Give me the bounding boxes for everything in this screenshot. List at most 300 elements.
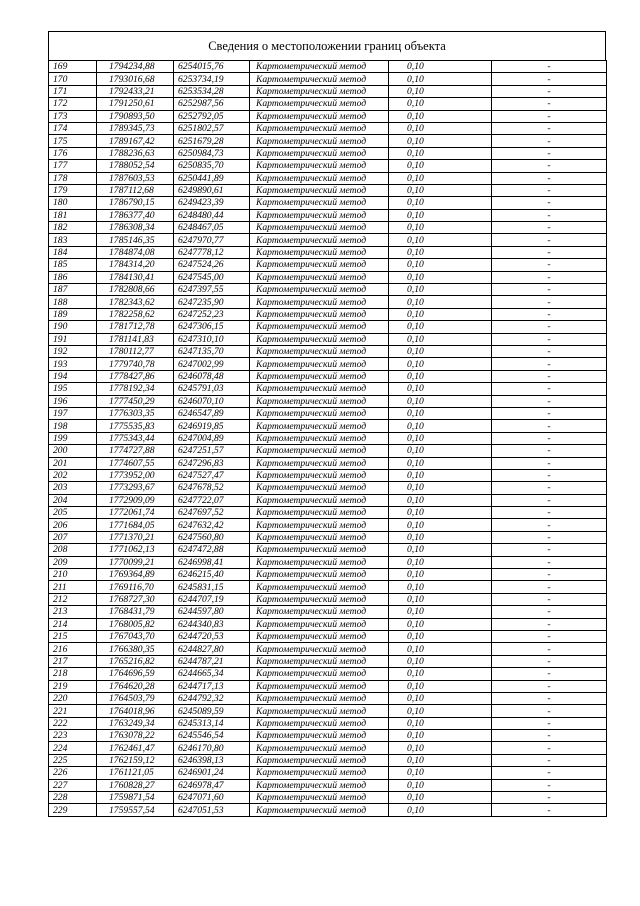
cell-coord-y: 6253734,19	[174, 73, 250, 85]
cell-method: Картометрический метод	[250, 308, 389, 320]
cell-point-number: 181	[49, 209, 97, 221]
cell-note: -	[492, 630, 607, 642]
table-row	[49, 271, 607, 283]
cell-coord-x: 1774727,88	[97, 445, 174, 457]
cell-method: Картометрический метод	[250, 259, 389, 271]
cell-point-number: 175	[49, 135, 97, 147]
cell-point-number: 196	[49, 395, 97, 407]
cell-method: Картометрический метод	[250, 209, 389, 221]
cell-method: Картометрический метод	[250, 222, 389, 234]
cell-precision: 0,10	[389, 85, 492, 97]
table-row	[49, 333, 607, 345]
cell-note: -	[492, 618, 607, 630]
cell-point-number: 202	[49, 469, 97, 481]
table-row	[49, 494, 607, 506]
cell-precision: 0,10	[389, 630, 492, 642]
cell-method: Картометрический метод	[250, 98, 389, 110]
cell-point-number: 209	[49, 556, 97, 568]
cell-note: -	[492, 296, 607, 308]
cell-coord-x: 1768005,82	[97, 618, 174, 630]
cell-method: Картометрический метод	[250, 197, 389, 209]
cell-coord-y: 6244787,21	[174, 655, 250, 667]
table-row	[49, 457, 607, 469]
cell-note: -	[492, 160, 607, 172]
cell-note: -	[492, 271, 607, 283]
table-row	[49, 284, 607, 296]
cell-point-number: 222	[49, 717, 97, 729]
table-row	[49, 630, 607, 642]
cell-precision: 0,10	[389, 717, 492, 729]
cell-method: Картометрический метод	[250, 742, 389, 754]
cell-note: -	[492, 122, 607, 134]
cell-coord-x: 1782808,66	[97, 284, 174, 296]
cell-precision: 0,10	[389, 370, 492, 382]
table-row	[49, 581, 607, 593]
cell-point-number: 211	[49, 581, 97, 593]
cell-coord-x: 1764696,59	[97, 668, 174, 680]
cell-coord-y: 6244340,83	[174, 618, 250, 630]
table-row	[49, 804, 607, 816]
table-row	[49, 445, 607, 457]
table-row	[49, 618, 607, 630]
cell-point-number: 229	[49, 804, 97, 816]
cell-coord-x: 1784874,08	[97, 246, 174, 258]
cell-coord-y: 6250835,70	[174, 160, 250, 172]
cell-coord-y: 6247527,47	[174, 469, 250, 481]
cell-coord-y: 6246070,10	[174, 395, 250, 407]
cell-point-number: 199	[49, 432, 97, 444]
cell-method: Картометрический метод	[250, 445, 389, 457]
cell-note: -	[492, 556, 607, 568]
cell-coord-x: 1759871,54	[97, 792, 174, 804]
cell-method: Картометрический метод	[250, 544, 389, 556]
cell-precision: 0,10	[389, 445, 492, 457]
cell-coord-y: 6247722,07	[174, 494, 250, 506]
cell-coord-x: 1772909,09	[97, 494, 174, 506]
cell-coord-x: 1791250,61	[97, 98, 174, 110]
cell-point-number: 179	[49, 184, 97, 196]
cell-precision: 0,10	[389, 767, 492, 779]
cell-method: Картометрический метод	[250, 469, 389, 481]
table-row	[49, 135, 607, 147]
table-row	[49, 321, 607, 333]
cell-point-number: 226	[49, 767, 97, 779]
cell-method: Картометрический метод	[250, 147, 389, 159]
cell-precision: 0,10	[389, 779, 492, 791]
cell-coord-y: 6246398,13	[174, 754, 250, 766]
cell-precision: 0,10	[389, 544, 492, 556]
cell-point-number: 227	[49, 779, 97, 791]
cell-precision: 0,10	[389, 531, 492, 543]
cell-note: -	[492, 482, 607, 494]
cell-precision: 0,10	[389, 135, 492, 147]
cell-precision: 0,10	[389, 184, 492, 196]
cell-point-number: 215	[49, 630, 97, 642]
table-row	[49, 544, 607, 556]
cell-precision: 0,10	[389, 234, 492, 246]
coordinates-table-body	[49, 61, 607, 817]
table-row	[49, 259, 607, 271]
cell-coord-y: 6244717,13	[174, 680, 250, 692]
cell-point-number: 217	[49, 655, 97, 667]
table-row	[49, 370, 607, 382]
cell-note: -	[492, 606, 607, 618]
cell-coord-y: 6250984,73	[174, 147, 250, 159]
cell-point-number: 197	[49, 407, 97, 419]
cell-coord-x: 1773293,67	[97, 482, 174, 494]
cell-note: -	[492, 197, 607, 209]
cell-precision: 0,10	[389, 581, 492, 593]
cell-note: -	[492, 692, 607, 704]
table-row	[49, 655, 607, 667]
cell-precision: 0,10	[389, 742, 492, 754]
cell-method: Картометрический метод	[250, 643, 389, 655]
cell-method: Картометрический метод	[250, 804, 389, 816]
cell-note: -	[492, 209, 607, 221]
document-frame	[48, 31, 606, 817]
cell-coord-y: 6246078,48	[174, 370, 250, 382]
cell-note: -	[492, 370, 607, 382]
cell-coord-x: 1788052,54	[97, 160, 174, 172]
cell-coord-x: 1764018,96	[97, 705, 174, 717]
table-row	[49, 606, 607, 618]
cell-method: Картометрический метод	[250, 593, 389, 605]
cell-note: -	[492, 172, 607, 184]
cell-point-number: 214	[49, 618, 97, 630]
cell-coord-y: 6247545,00	[174, 271, 250, 283]
cell-coord-x: 1792433,21	[97, 85, 174, 97]
cell-coord-y: 6244707,19	[174, 593, 250, 605]
cell-coord-x: 1775343,44	[97, 432, 174, 444]
cell-point-number: 190	[49, 321, 97, 333]
cell-coord-x: 1794234,88	[97, 61, 174, 73]
cell-coord-y: 6252792,05	[174, 110, 250, 122]
cell-coord-y: 6244827,80	[174, 643, 250, 655]
cell-coord-x: 1764620,28	[97, 680, 174, 692]
cell-precision: 0,10	[389, 345, 492, 357]
cell-point-number: 193	[49, 358, 97, 370]
table-row	[49, 209, 607, 221]
cell-note: -	[492, 432, 607, 444]
cell-method: Картометрический метод	[250, 85, 389, 97]
table-row	[49, 420, 607, 432]
cell-note: -	[492, 85, 607, 97]
cell-coord-x: 1771684,05	[97, 519, 174, 531]
cell-precision: 0,10	[389, 73, 492, 85]
cell-coord-y: 6247472,88	[174, 544, 250, 556]
cell-method: Картометрический метод	[250, 61, 389, 73]
cell-coord-x: 1782343,62	[97, 296, 174, 308]
cell-point-number: 169	[49, 61, 97, 73]
cell-coord-y: 6247051,53	[174, 804, 250, 816]
cell-note: -	[492, 98, 607, 110]
table-row	[49, 296, 607, 308]
cell-precision: 0,10	[389, 271, 492, 283]
cell-note: -	[492, 383, 607, 395]
cell-coord-y: 6250441,89	[174, 172, 250, 184]
cell-note: -	[492, 531, 607, 543]
table-row	[49, 692, 607, 704]
cell-coord-x: 1774607,55	[97, 457, 174, 469]
table-row	[49, 767, 607, 779]
cell-method: Картометрический метод	[250, 160, 389, 172]
cell-coord-x: 1793016,68	[97, 73, 174, 85]
cell-method: Картометрический метод	[250, 531, 389, 543]
cell-note: -	[492, 234, 607, 246]
cell-method: Картометрический метод	[250, 717, 389, 729]
cell-coord-x: 1766380,35	[97, 643, 174, 655]
table-row	[49, 98, 607, 110]
cell-coord-x: 1769364,89	[97, 569, 174, 581]
cell-precision: 0,10	[389, 618, 492, 630]
cell-coord-y: 6247560,80	[174, 531, 250, 543]
cell-precision: 0,10	[389, 569, 492, 581]
cell-note: -	[492, 730, 607, 742]
table-row	[49, 395, 607, 407]
cell-precision: 0,10	[389, 197, 492, 209]
cell-point-number: 219	[49, 680, 97, 692]
table-row	[49, 383, 607, 395]
cell-note: -	[492, 668, 607, 680]
cell-note: -	[492, 655, 607, 667]
cell-precision: 0,10	[389, 383, 492, 395]
cell-point-number: 221	[49, 705, 97, 717]
table-row	[49, 792, 607, 804]
cell-precision: 0,10	[389, 98, 492, 110]
cell-method: Картометрический метод	[250, 606, 389, 618]
cell-method: Картометрический метод	[250, 494, 389, 506]
cell-point-number: 206	[49, 519, 97, 531]
cell-coord-x: 1763078,22	[97, 730, 174, 742]
table-row	[49, 246, 607, 258]
cell-precision: 0,10	[389, 321, 492, 333]
cell-precision: 0,10	[389, 209, 492, 221]
cell-coord-x: 1773952,00	[97, 469, 174, 481]
cell-coord-y: 6247697,52	[174, 507, 250, 519]
cell-precision: 0,10	[389, 160, 492, 172]
table-row	[49, 85, 607, 97]
cell-point-number: 198	[49, 420, 97, 432]
cell-method: Картометрический метод	[250, 705, 389, 717]
cell-point-number: 186	[49, 271, 97, 283]
cell-point-number: 170	[49, 73, 97, 85]
cell-point-number: 178	[49, 172, 97, 184]
cell-method: Картометрический метод	[250, 321, 389, 333]
cell-coord-x: 1784314,20	[97, 259, 174, 271]
cell-note: -	[492, 742, 607, 754]
cell-coord-x: 1789167,42	[97, 135, 174, 147]
cell-method: Картометрический метод	[250, 655, 389, 667]
cell-coord-x: 1760828,27	[97, 779, 174, 791]
cell-note: -	[492, 569, 607, 581]
cell-coord-x: 1769116,70	[97, 581, 174, 593]
cell-point-number: 195	[49, 383, 97, 395]
cell-coord-y: 6247252,23	[174, 308, 250, 320]
cell-precision: 0,10	[389, 507, 492, 519]
cell-coord-x: 1788236,63	[97, 147, 174, 159]
cell-coord-x: 1780112,77	[97, 345, 174, 357]
cell-coord-y: 6247235,90	[174, 296, 250, 308]
cell-coord-x: 1768727,30	[97, 593, 174, 605]
table-row	[49, 469, 607, 481]
table-row	[49, 61, 607, 73]
cell-precision: 0,10	[389, 284, 492, 296]
table-row	[49, 358, 607, 370]
cell-point-number: 204	[49, 494, 97, 506]
cell-method: Картометрический метод	[250, 668, 389, 680]
cell-method: Картометрический метод	[250, 135, 389, 147]
table-row	[49, 345, 607, 357]
cell-coord-y: 6247306,15	[174, 321, 250, 333]
cell-method: Картометрический метод	[250, 754, 389, 766]
cell-coord-y: 6247004,89	[174, 432, 250, 444]
cell-precision: 0,10	[389, 643, 492, 655]
cell-method: Картометрический метод	[250, 110, 389, 122]
cell-method: Картометрический метод	[250, 333, 389, 345]
cell-coord-y: 6253534,28	[174, 85, 250, 97]
table-row	[49, 519, 607, 531]
cell-coord-x: 1768431,79	[97, 606, 174, 618]
cell-note: -	[492, 407, 607, 419]
cell-note: -	[492, 754, 607, 766]
cell-coord-y: 6246215,40	[174, 569, 250, 581]
cell-coord-y: 6251802,57	[174, 122, 250, 134]
cell-precision: 0,10	[389, 804, 492, 816]
table-row	[49, 531, 607, 543]
cell-precision: 0,10	[389, 110, 492, 122]
table-row	[49, 147, 607, 159]
cell-coord-y: 6247296,83	[174, 457, 250, 469]
cell-point-number: 220	[49, 692, 97, 704]
cell-precision: 0,10	[389, 407, 492, 419]
cell-coord-y: 6247397,55	[174, 284, 250, 296]
cell-note: -	[492, 259, 607, 271]
table-row	[49, 593, 607, 605]
cell-precision: 0,10	[389, 593, 492, 605]
cell-coord-y: 6246547,89	[174, 407, 250, 419]
cell-method: Картометрический метод	[250, 792, 389, 804]
table-row	[49, 680, 607, 692]
cell-point-number: 174	[49, 122, 97, 134]
cell-coord-x: 1782258,62	[97, 308, 174, 320]
cell-method: Картометрический метод	[250, 767, 389, 779]
cell-note: -	[492, 110, 607, 122]
cell-coord-y: 6244792,32	[174, 692, 250, 704]
cell-note: -	[492, 457, 607, 469]
table-row	[49, 160, 607, 172]
table-row	[49, 73, 607, 85]
cell-point-number: 177	[49, 160, 97, 172]
cell-point-number: 183	[49, 234, 97, 246]
cell-coord-y: 6246170,80	[174, 742, 250, 754]
cell-precision: 0,10	[389, 655, 492, 667]
cell-point-number: 223	[49, 730, 97, 742]
cell-point-number: 182	[49, 222, 97, 234]
cell-precision: 0,10	[389, 730, 492, 742]
cell-precision: 0,10	[389, 333, 492, 345]
cell-note: -	[492, 395, 607, 407]
cell-note: -	[492, 147, 607, 159]
cell-coord-x: 1772061,74	[97, 507, 174, 519]
table-row	[49, 742, 607, 754]
cell-coord-x: 1770099,21	[97, 556, 174, 568]
cell-coord-x: 1767043,70	[97, 630, 174, 642]
cell-coord-y: 6247251,57	[174, 445, 250, 457]
cell-coord-x: 1771370,21	[97, 531, 174, 543]
cell-note: -	[492, 61, 607, 73]
cell-coord-y: 6247002,99	[174, 358, 250, 370]
cell-point-number: 185	[49, 259, 97, 271]
cell-note: -	[492, 494, 607, 506]
cell-coord-x: 1776303,35	[97, 407, 174, 419]
table-row	[49, 234, 607, 246]
cell-precision: 0,10	[389, 259, 492, 271]
table-row	[49, 110, 607, 122]
cell-coord-x: 1781712,78	[97, 321, 174, 333]
cell-method: Картометрический метод	[250, 246, 389, 258]
cell-point-number: 216	[49, 643, 97, 655]
cell-method: Картометрический метод	[250, 779, 389, 791]
cell-method: Картометрический метод	[250, 630, 389, 642]
cell-coord-x: 1786377,40	[97, 209, 174, 221]
cell-point-number: 224	[49, 742, 97, 754]
cell-note: -	[492, 345, 607, 357]
cell-method: Картометрический метод	[250, 172, 389, 184]
cell-method: Картометрический метод	[250, 234, 389, 246]
cell-precision: 0,10	[389, 754, 492, 766]
cell-point-number: 218	[49, 668, 97, 680]
cell-precision: 0,10	[389, 519, 492, 531]
cell-method: Картометрический метод	[250, 692, 389, 704]
cell-method: Картометрический метод	[250, 284, 389, 296]
cell-point-number: 225	[49, 754, 97, 766]
table-row	[49, 569, 607, 581]
cell-coord-x: 1764503,79	[97, 692, 174, 704]
cell-coord-y: 6245831,15	[174, 581, 250, 593]
cell-point-number: 188	[49, 296, 97, 308]
cell-point-number: 200	[49, 445, 97, 457]
cell-note: -	[492, 519, 607, 531]
cell-note: -	[492, 581, 607, 593]
cell-note: -	[492, 507, 607, 519]
cell-coord-x: 1759557,54	[97, 804, 174, 816]
cell-method: Картометрический метод	[250, 519, 389, 531]
cell-coord-x: 1786790,15	[97, 197, 174, 209]
cell-method: Картометрический метод	[250, 730, 389, 742]
cell-method: Картометрический метод	[250, 395, 389, 407]
cell-coord-y: 6247778,12	[174, 246, 250, 258]
cell-note: -	[492, 705, 607, 717]
table-row	[49, 197, 607, 209]
cell-point-number: 201	[49, 457, 97, 469]
cell-point-number: 189	[49, 308, 97, 320]
cell-coord-x: 1784130,41	[97, 271, 174, 283]
cell-point-number: 184	[49, 246, 97, 258]
table-row	[49, 556, 607, 568]
cell-point-number: 191	[49, 333, 97, 345]
cell-point-number: 210	[49, 569, 97, 581]
cell-coord-x: 1763249,34	[97, 717, 174, 729]
cell-point-number: 180	[49, 197, 97, 209]
cell-coord-x: 1777450,29	[97, 395, 174, 407]
cell-precision: 0,10	[389, 61, 492, 73]
cell-coord-y: 6252987,56	[174, 98, 250, 110]
cell-coord-y: 6251679,28	[174, 135, 250, 147]
cell-method: Картометрический метод	[250, 358, 389, 370]
cell-note: -	[492, 792, 607, 804]
cell-coord-y: 6247632,42	[174, 519, 250, 531]
cell-precision: 0,10	[389, 606, 492, 618]
